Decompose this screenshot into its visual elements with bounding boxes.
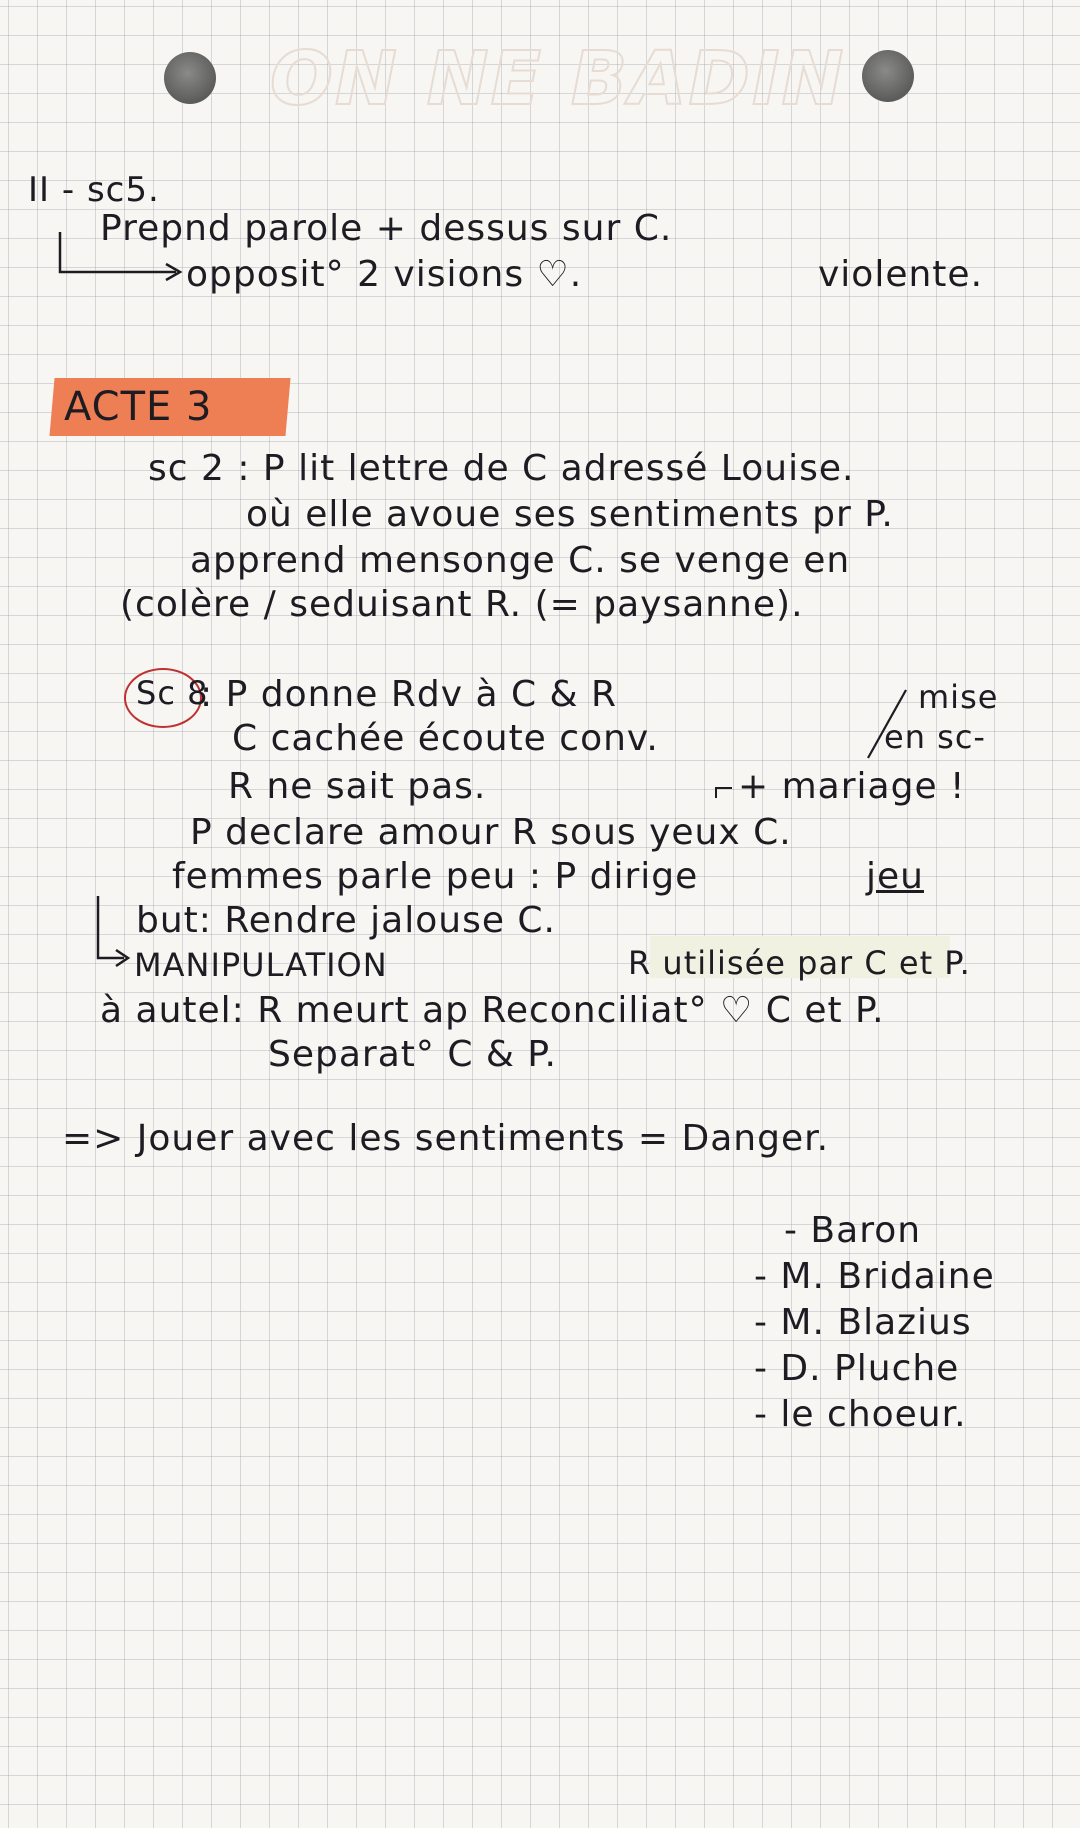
sc8-line-5: femmes parle peu : P dirige [172,856,699,897]
sc8-line-1: : P donne Rdv à C & R [200,674,618,715]
character-item: - Baron [784,1210,922,1251]
sc8-jeu: jeu [866,856,924,897]
sc8-line-3: R ne sait pas. [228,766,487,807]
sc8-aside-3: + mariage ! [738,766,966,807]
character-item: - M. Blazius [754,1302,972,1343]
sc8-line-6: but: Rendre jalouse C. [136,900,557,941]
sc8-line-4: P declare amour R sous yeux C. [190,812,792,853]
sc2-line-4: (colère / seduisant R. (= paysanne). [120,584,804,625]
sc8-label: Sc 8 [136,674,209,712]
sc8-line-9: Separat° C & P. [268,1034,557,1075]
sc8-aside-2: en sc- [884,718,986,756]
act-label: ACTE 3 [64,384,213,430]
character-item: - D. Pluche [754,1348,960,1389]
sc8-line-8: à autel: R meurt ap Reconciliat° ♡ C et P. [100,990,885,1031]
section-line-2-right: violente. [818,254,984,295]
sc2-line-3: apprend mensonge C. se venge en [190,540,851,581]
sc2-line-2: où elle avoue ses sentiments pr P. [246,494,894,535]
character-item: - le choeur. [754,1394,967,1435]
sc8-aside-1: mise [918,678,999,716]
page-title: ON NE BADIN [270,36,846,122]
sc8-line-2: C cachée écoute conv. [232,718,659,759]
section-line-1: Prepnd parole + dessus sur C. [100,208,673,249]
conclusion: => Jouer avec les sentiments = Danger. [62,1118,830,1159]
section-line-2: opposit° 2 visions ♡. [186,254,583,295]
sc2-line-1: sc 2 : P lit lettre de C adressé Louise. [148,448,855,489]
sc8-line-7: MANIPULATION [134,946,388,984]
sc8-manip-note: R utilisée par C et P. [628,944,971,982]
section-heading: II - sc5. [28,170,160,210]
character-item: - M. Bridaine [754,1256,995,1297]
